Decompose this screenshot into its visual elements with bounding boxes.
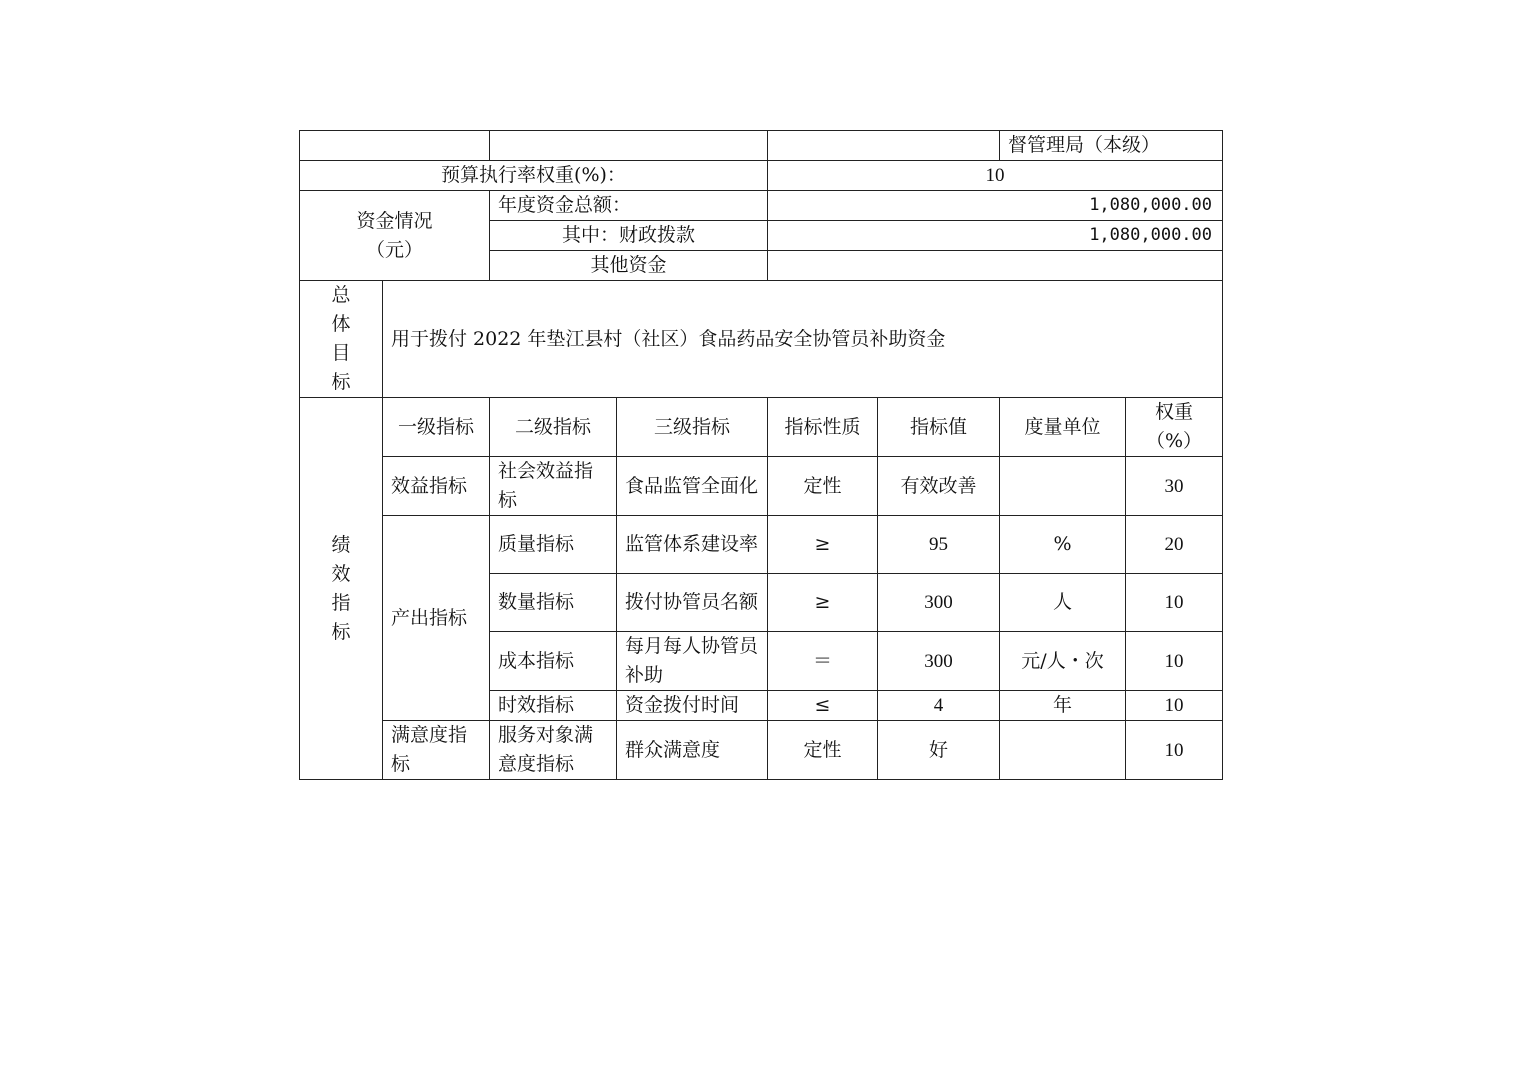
level3-cell: 拨付协管员名额 <box>617 574 768 632</box>
nature-cell: ≤ <box>768 691 878 721</box>
funds-other-label: 其他资金 <box>490 251 768 281</box>
goal-row <box>300 281 1223 398</box>
weight-cell: 10 <box>1126 721 1223 780</box>
funds-fiscal-label: 其中：财政拨款 <box>490 221 768 251</box>
header-row-top <box>300 131 1223 161</box>
indicators-label-char: 标 <box>331 620 351 643</box>
funds-row-total <box>300 191 1223 221</box>
level2-cell: 质量指标 <box>490 516 617 574</box>
level3-cell: 资金拨付时间 <box>617 691 768 721</box>
funds-fiscal-value: 1,080,000.00 <box>768 221 1223 251</box>
level1-output: 产出指标 <box>383 516 490 721</box>
department-name: 督管理局（本级） <box>1000 131 1223 161</box>
indicator-header-row <box>300 398 1223 457</box>
level3-cell: 监管体系建设率 <box>617 516 768 574</box>
nature-cell: ≥ <box>768 516 878 574</box>
value-cell: 300 <box>878 632 1000 691</box>
nature-cell: 定性 <box>768 721 878 780</box>
level3-cell: 食品监管全面化 <box>617 457 768 516</box>
level2-cell: 数量指标 <box>490 574 617 632</box>
indicators-label-char: 指 <box>331 591 351 614</box>
funds-total-value: 1,080,000.00 <box>768 191 1223 221</box>
unit-cell: % <box>1000 516 1126 574</box>
goal-label-char: 体 <box>331 313 351 335</box>
empty-cell <box>490 131 768 161</box>
value-cell: 好 <box>878 721 1000 780</box>
budget-rate-row <box>300 161 1223 191</box>
indicators-label-char: 效 <box>331 562 351 585</box>
funds-label-line2: （元） <box>365 238 423 261</box>
level1-satisfaction: 满意度指标 <box>383 721 490 780</box>
budget-rate-label: 预算执行率权重(%)： <box>300 161 768 191</box>
weight-cell: 30 <box>1126 457 1223 516</box>
col-header-value: 指标值 <box>878 398 1000 457</box>
value-cell: 有效改善 <box>878 457 1000 516</box>
value-cell: 300 <box>878 574 1000 632</box>
goal-label-char: 总 <box>331 284 351 306</box>
level3-cell: 群众满意度 <box>617 721 768 780</box>
unit-cell <box>1000 457 1126 516</box>
funds-other-value <box>768 251 1223 281</box>
performance-target-table <box>299 130 1223 780</box>
level1-benefit: 效益指标 <box>383 457 490 516</box>
unit-cell <box>1000 721 1126 780</box>
goal-label <box>300 281 383 398</box>
level2-cell: 时效指标 <box>490 691 617 721</box>
empty-cell <box>768 131 1000 161</box>
funds-total-label: 年度资金总额： <box>490 191 768 221</box>
value-cell: 95 <box>878 516 1000 574</box>
nature-cell: 定性 <box>768 457 878 516</box>
unit-cell: 人 <box>1000 574 1126 632</box>
weight-cell: 10 <box>1126 574 1223 632</box>
indicators-label-char: 绩 <box>331 533 351 556</box>
nature-cell: ≥ <box>768 574 878 632</box>
goal-text: 用于拨付 2022 年垫江县村（社区）食品药品安全协管员补助资金 <box>383 281 1223 398</box>
level2-cell: 社会效益指标 <box>490 457 617 516</box>
nature-cell: ＝ <box>768 632 878 691</box>
level3-cell: 每月每人协管员补助 <box>617 632 768 691</box>
funds-label-line1: 资金情况 <box>356 209 433 232</box>
col-header-level1: 一级指标 <box>383 398 490 457</box>
goal-label-char: 目 <box>331 342 351 364</box>
value-cell: 4 <box>878 691 1000 721</box>
funds-group-label <box>300 191 490 281</box>
level2-cell: 成本指标 <box>490 632 617 691</box>
col-header-level3: 三级指标 <box>617 398 768 457</box>
budget-rate-value: 10 <box>768 161 1223 191</box>
col-header-level2: 二级指标 <box>490 398 617 457</box>
table-row <box>300 721 1223 780</box>
table-row <box>300 457 1223 516</box>
weight-cell: 10 <box>1126 632 1223 691</box>
col-header-nature: 指标性质 <box>768 398 878 457</box>
unit-cell: 年 <box>1000 691 1126 721</box>
weight-cell: 20 <box>1126 516 1223 574</box>
indicators-label <box>300 398 383 780</box>
table-row <box>300 516 1223 574</box>
goal-label-char: 标 <box>331 371 351 393</box>
col-header-unit: 度量单位 <box>1000 398 1126 457</box>
col-header-weight: 权重（%） <box>1126 398 1223 457</box>
level2-cell: 服务对象满意度指标 <box>490 721 617 780</box>
empty-cell <box>300 131 490 161</box>
weight-cell: 10 <box>1126 691 1223 721</box>
unit-cell: 元/人・次 <box>1000 632 1126 691</box>
